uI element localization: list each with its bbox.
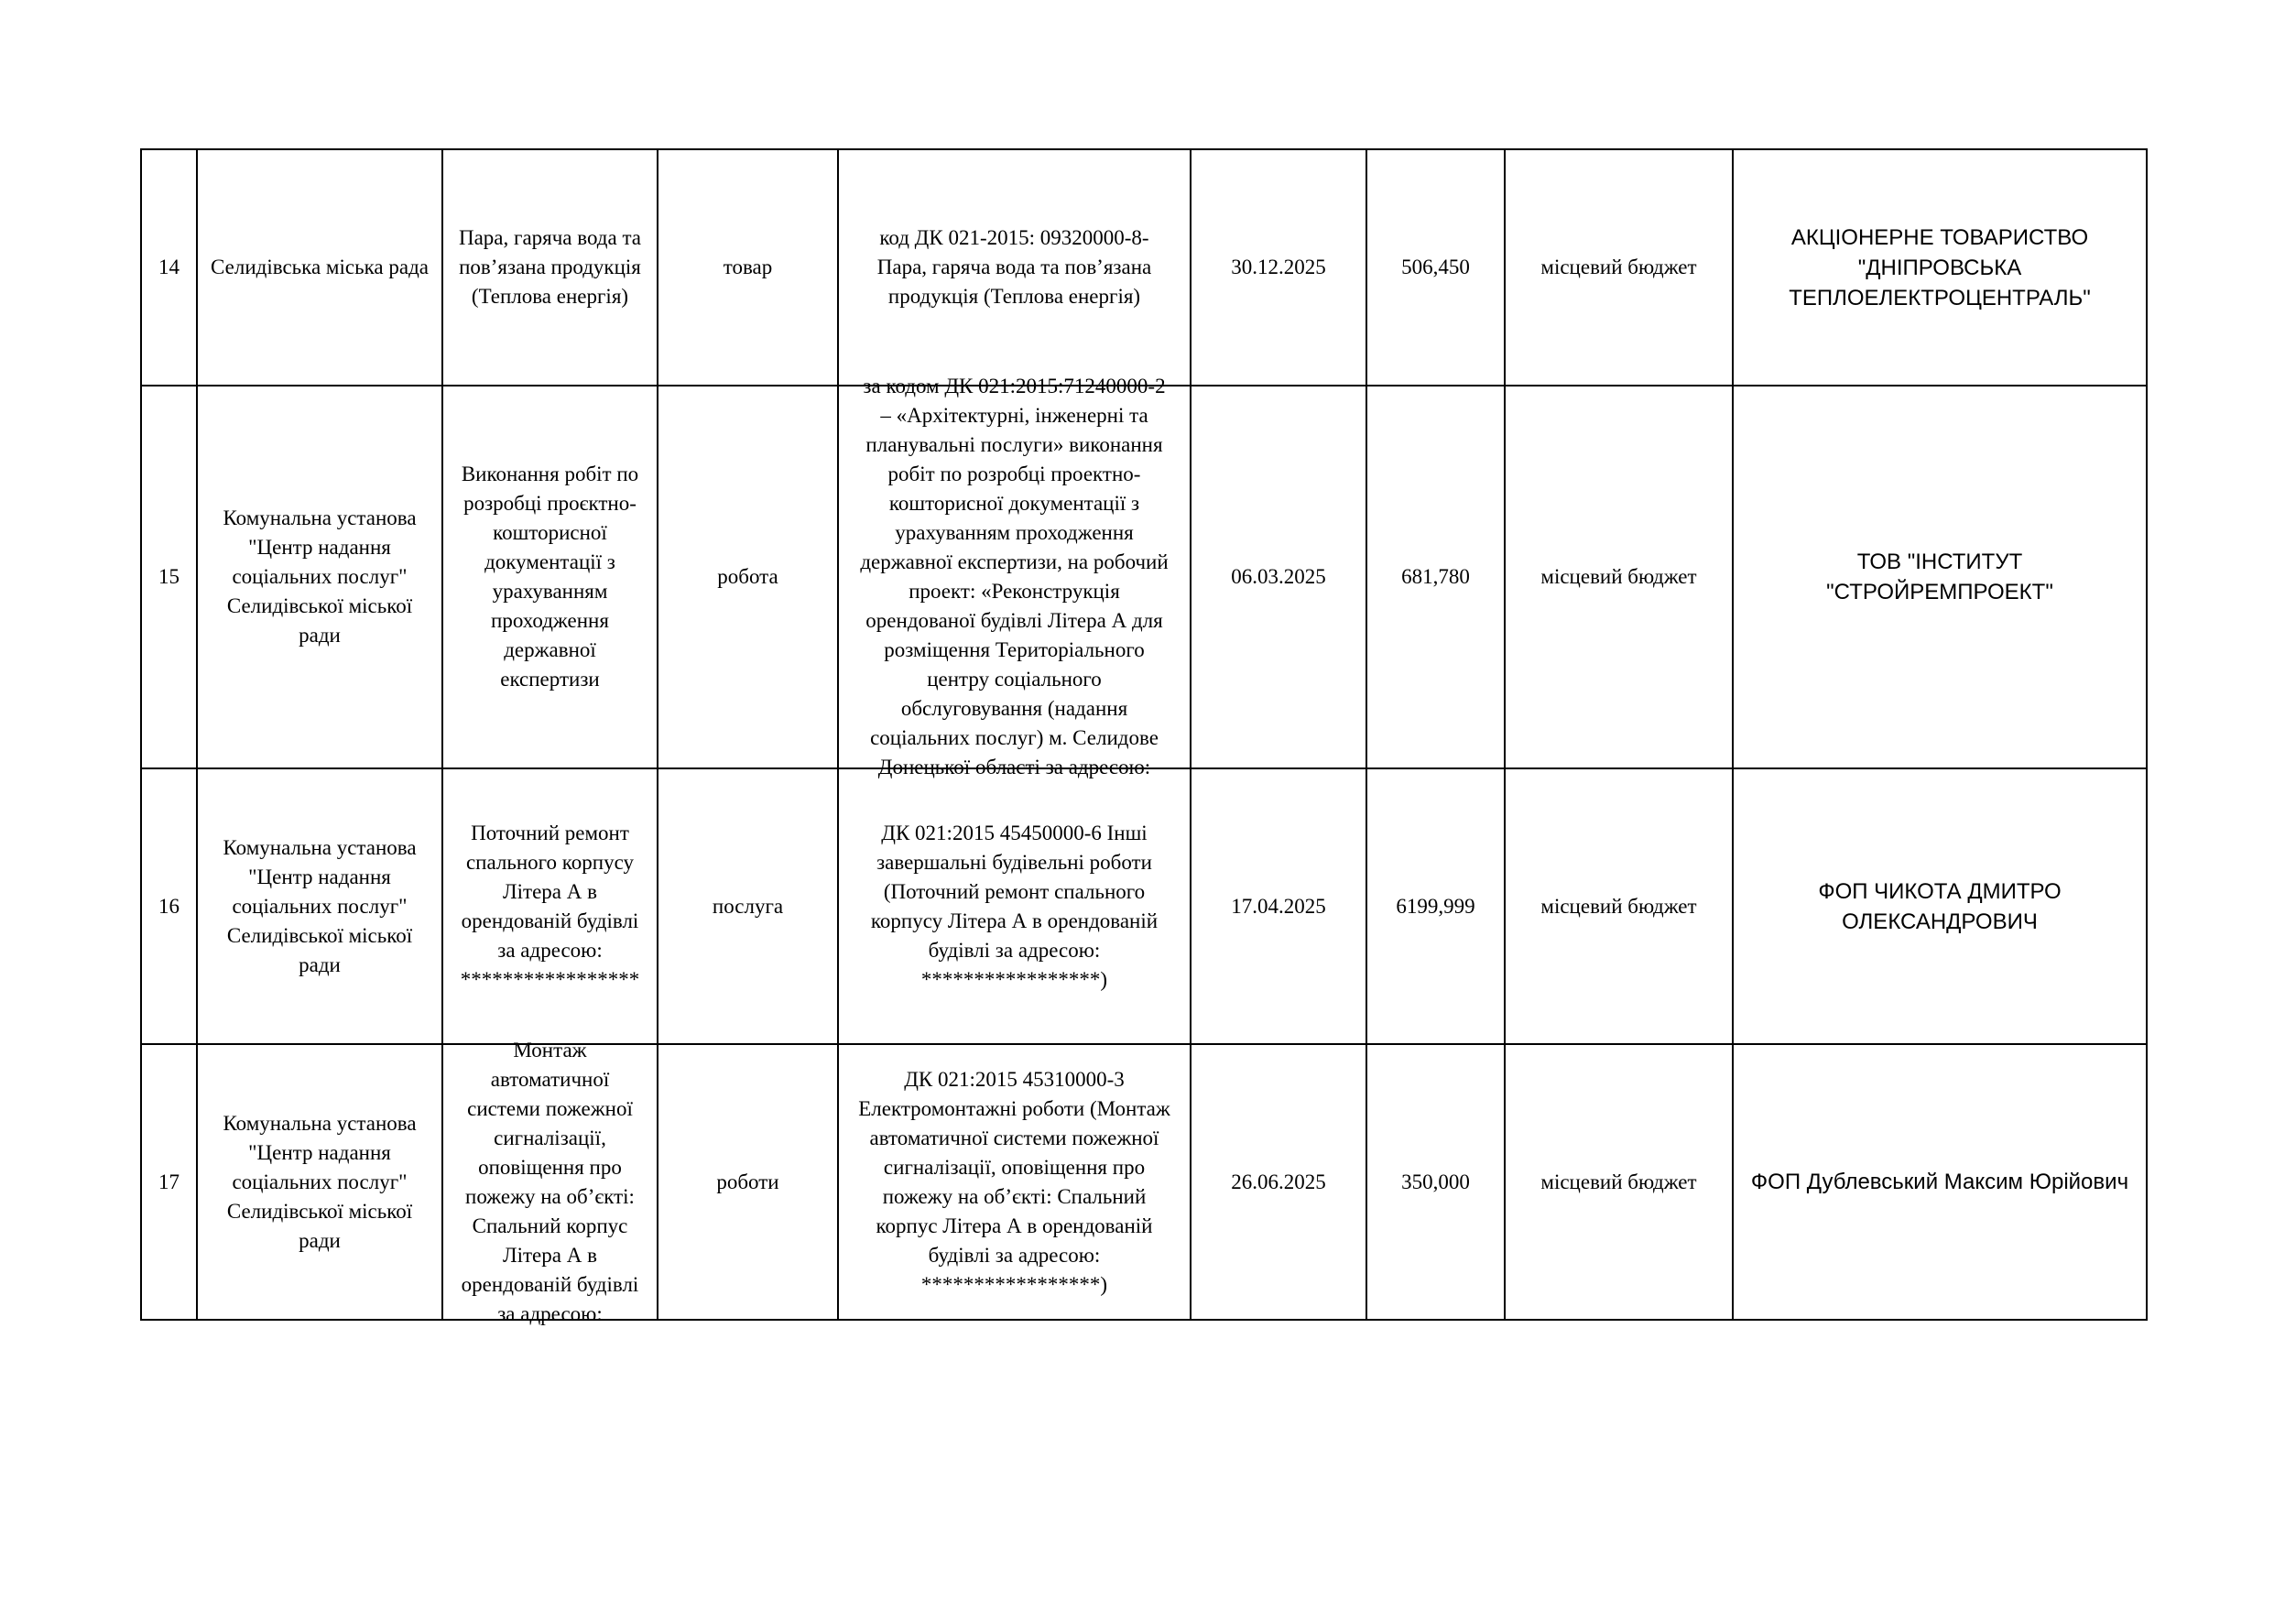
customer-cell: [197, 768, 442, 1044]
subject-cell: [442, 1038, 658, 1325]
table-row: [141, 1044, 2147, 1320]
supplier-name: ФОП ЧИКОТА ДМИТРО ОЛЕКСАНДРОВИЧ: [1818, 878, 2062, 934]
subject-cell: [442, 149, 658, 386]
amount-cell: [1366, 1044, 1505, 1320]
procurement-table: [140, 148, 2148, 1325]
customer-cell: [197, 386, 442, 768]
table-row: [141, 149, 2147, 386]
amount-cell: [1366, 149, 1505, 386]
procurement-subject: Виконання робіт по розробці проєктно- кошторисної документації з урахуванням проходження державної експертизи: [461, 463, 639, 691]
funding-source: місцевий бюджет: [1540, 256, 1697, 278]
code-cell: [838, 768, 1191, 1044]
supplier-cell: [1733, 149, 2147, 386]
code-cell: [838, 149, 1191, 386]
amount-cell: [1366, 386, 1505, 768]
contract-amount: 6199,999: [1396, 894, 1475, 918]
procurement-type: робота: [717, 565, 778, 588]
row-number: 16: [158, 894, 180, 918]
supplier-name: АКЦІОНЕРНЕ ТОВАРИСТВО "ДНІПРОВСЬКА ТЕПЛОЕЛЕКТРОЦЕНТРАЛЬ": [1789, 224, 2091, 310]
funding-source: місцевий бюджет: [1540, 565, 1697, 588]
supplier-name: ТОВ "ІНСТИТУТ "СТРОЙРЕМПРОЕКТ": [1826, 550, 2053, 604]
row-number-cell: [141, 1044, 197, 1320]
type-cell: [658, 149, 838, 386]
procurement-type: послуга: [712, 894, 784, 918]
supplier-cell: [1733, 386, 2147, 768]
supplier-name: ФОП Дублевський Максим Юрійович: [1750, 1170, 2129, 1194]
procurement-type: товар: [723, 256, 773, 278]
table-row: [141, 386, 2147, 768]
code-cell: [838, 375, 1191, 778]
row-number: 17: [158, 1170, 180, 1193]
customer-cell: [197, 149, 442, 386]
row-number-cell: [141, 386, 197, 768]
procurement-subject: Монтаж автоматичної системи пожежної сигналізації, оповіщення про пожежу на об’єкті: Спальний корпус Літера А в орендованій будівлі за адресою:: [461, 1038, 639, 1325]
table-row: [141, 768, 2147, 1044]
classifier-code: код ДК 021-2015: 09320000-8- Пара, гаряча вода та пов’язана продукція (Теплова енергія): [876, 226, 1152, 308]
customer-name: Комунальна установа "Центр надання соціальних послуг" Селидівської міської ради: [223, 835, 417, 976]
funding-source-cell: [1505, 386, 1733, 768]
funding-source: місцевий бюджет: [1540, 894, 1697, 918]
row-number-cell: [141, 149, 197, 386]
date-cell: [1191, 768, 1366, 1044]
funding-source-cell: [1505, 149, 1733, 386]
contract-date: 30.12.2025: [1231, 256, 1326, 278]
contract-date: 06.03.2025: [1231, 565, 1326, 588]
date-cell: [1191, 386, 1366, 768]
customer-name: Комунальна установа "Центр надання соціальних послуг" Селидівської міської ради: [223, 506, 417, 647]
amount-cell: [1366, 768, 1505, 1044]
contract-date: 26.06.2025: [1231, 1170, 1326, 1193]
classifier-code: ДК 021:2015 45450000-6 Інші завершальні будівельні роботи (Поточний ремонт спального корпусу Літера А в орендованій будівлі за адресою: *****************): [870, 821, 1159, 991]
contract-amount: 681,780: [1401, 565, 1470, 588]
funding-source-cell: [1505, 1044, 1733, 1320]
funding-source-cell: [1505, 768, 1733, 1044]
contract-amount: 506,450: [1401, 256, 1470, 278]
procurement-subject: Пара, гаряча вода та пов’язана продукція (Теплова енергія): [458, 226, 641, 308]
customer-cell: [197, 1044, 442, 1320]
date-cell: [1191, 1044, 1366, 1320]
subject-cell: [442, 386, 658, 768]
row-number-cell: [141, 768, 197, 1044]
contract-date: 17.04.2025: [1231, 894, 1326, 918]
customer-name: Комунальна установа "Центр надання соціальних послуг" Селидівської міської ради: [223, 1111, 417, 1252]
funding-source: місцевий бюджет: [1540, 1170, 1697, 1193]
classifier-code: ДК 021:2015 45310000-3 Електромонтажні роботи (Монтаж автоматичної системи пожежної сигналізації, оповіщення про пожежу на об’єкті: Спальний корпус Літера А в орендованій будівлі за адресою: *****************): [858, 1067, 1170, 1296]
row-number: 14: [158, 256, 180, 278]
type-cell: [658, 768, 838, 1044]
row-number: 15: [158, 565, 180, 588]
contract-amount: 350,000: [1401, 1170, 1470, 1193]
subject-cell: [442, 768, 658, 1044]
code-cell: [838, 1044, 1191, 1320]
classifier-code: за кодом ДК 021:2015:71240000-2 – «Архітектурні, інженерні та планувальні послуги» виконання робіт по розробці проектно- кошторисної документації з урахуванням проходження державної експертизи, на робочий проект: «Реконструкція орендованої будівлі Літера А для розміщення Територіального центру соціального обслуговування (надання соціальних послуг) м. Селидове Донецької області за адресою:: [860, 375, 1169, 778]
type-cell: [658, 1044, 838, 1320]
date-cell: [1191, 149, 1366, 386]
supplier-cell: [1733, 1044, 2147, 1320]
supplier-cell: [1733, 768, 2147, 1044]
type-cell: [658, 386, 838, 768]
procurement-subject: Поточний ремонт спального корпусу Літера А в орендованій будівлі за адресою: *****************: [460, 821, 640, 991]
customer-name: Селидівська міська рада: [211, 256, 429, 278]
procurement-type: роботи: [716, 1170, 779, 1193]
